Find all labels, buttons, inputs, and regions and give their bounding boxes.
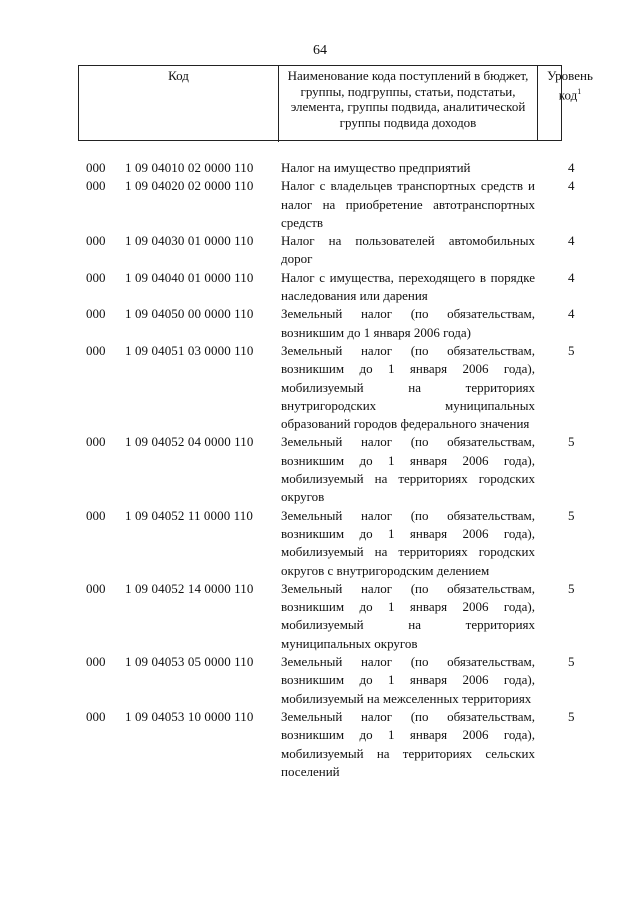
row-budget-code: 1 09 04040 01 0000 110: [125, 269, 254, 285]
row-budget-code: 1 09 04010 02 0000 110: [125, 160, 254, 175]
table-row: [78, 653, 578, 708]
row-name: Налог на пользователей автомобильных дорог: [281, 233, 535, 267]
table-row: [78, 580, 578, 653]
row-level: 5: [568, 654, 575, 670]
row-admin-code: 000: [86, 580, 106, 596]
header-level-footnote: 1: [577, 86, 582, 96]
row-admin-code: 000: [86, 306, 106, 322]
row-admin-code: 000: [86, 342, 106, 358]
table-row: [78, 159, 578, 177]
row-admin-code: 000: [86, 178, 106, 194]
row-budget-code: 1 09 04052 11 0000 110: [125, 507, 253, 523]
table-row: [78, 708, 578, 781]
row-admin-code: 000: [86, 507, 106, 523]
row-level: 5: [568, 507, 575, 523]
row-level: 4: [568, 233, 575, 249]
row-budget-code: 1 09 04053 10 0000 110: [125, 708, 254, 724]
table-row: [78, 342, 578, 433]
table-body: [78, 159, 578, 781]
row-level: 4: [568, 178, 575, 194]
table-row: [78, 305, 578, 342]
row-admin-code: 000: [86, 160, 106, 175]
row-budget-code: 1 09 04051 03 0000 110: [125, 342, 254, 358]
row-level: 4: [568, 160, 575, 175]
row-level: 5: [568, 342, 575, 358]
row-admin-code: 000: [86, 233, 106, 249]
row-budget-code: 1 09 04052 04 0000 110: [125, 434, 254, 450]
table-row: [78, 232, 578, 269]
header-name: [279, 66, 538, 140]
row-name: Налог с имущества, переходящего в порядке наследования или дарения: [281, 269, 535, 304]
table-row: [78, 507, 578, 580]
row-name: Налог на имущество предприятий: [281, 160, 471, 175]
row-budget-code: 1 09 04053 05 0000 110: [125, 654, 254, 670]
header-level-label: Уровень код: [547, 68, 593, 102]
row-level: 5: [568, 434, 575, 450]
header-code-label: Код: [168, 68, 189, 83]
row-level: 5: [568, 580, 575, 596]
row-name: Земельный налог (по обязательствам, возникшим до 1 января 2006 года), мобилизуемый на межселенных территориях: [281, 654, 535, 706]
page-number: 64: [313, 43, 327, 58]
row-name: Земельный налог (по обязательствам, возникшим до 1 января 2006 года), мобилизуемый на территориях внутригородских муниципальных образований городов федерального значения: [281, 342, 535, 432]
table-row: [78, 177, 578, 232]
row-admin-code: 000: [86, 269, 106, 285]
row-admin-code: 000: [86, 434, 106, 450]
row-level: 4: [568, 306, 575, 322]
header-code: [79, 66, 279, 142]
header-name-label: Наименование кода поступлений в бюджет, группы, подгруппы, статьи, подстатьи, элемента, группы подвида, аналитической группы подвида доходов: [287, 68, 529, 130]
row-name: Налог с владельцев транспортных средств и налог на приобретение автотранспортных средств: [281, 178, 535, 230]
row-budget-code: 1 09 04052 14 0000 110: [125, 580, 254, 596]
row-name: Земельный налог (по обязательствам, возникшим до 1 января 2006 года), мобилизуемый на территориях сельских поселений: [281, 708, 535, 779]
table-row: [78, 433, 578, 506]
row-level: 5: [568, 708, 575, 724]
row-budget-code: 1 09 04020 02 0000 110: [125, 178, 254, 194]
row-name: Земельный налог (по обязательствам, возникшим до 1 января 2006 года), мобилизуемый на территориях городских округов с внутригородским делением: [281, 507, 535, 578]
row-admin-code: 000: [86, 654, 106, 670]
row-budget-code: 1 09 04050 00 0000 110: [125, 306, 254, 322]
row-name: Земельный налог (по обязательствам, возникшим до 1 января 2006 года), мобилизуемый на территориях городских округов: [281, 434, 535, 505]
table-header: [78, 65, 593, 141]
row-budget-code: 1 09 04030 01 0000 110: [125, 233, 254, 249]
row-name: Земельный налог (по обязательствам, возникшим до 1 января 2006 года): [281, 306, 535, 340]
row-name: Земельный налог (по обязательствам, возникшим до 1 января 2006 года), мобилизуемый на территориях муниципальных округов: [281, 580, 535, 651]
header-level: [539, 66, 601, 142]
row-admin-code: 000: [86, 708, 106, 724]
table-row: [78, 269, 578, 306]
row-level: 4: [568, 269, 575, 285]
